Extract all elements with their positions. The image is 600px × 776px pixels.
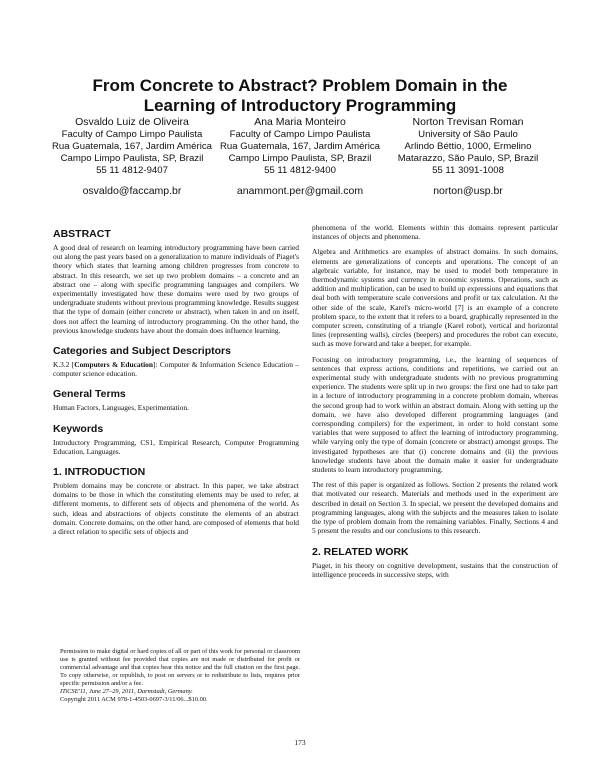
categories-heading: Categories and Subject Descriptors — [53, 345, 231, 358]
right-column — [312, 223, 558, 585]
categories-prefix: K.3.2 [ — [53, 360, 75, 370]
body-paragraph: phenomena of the world. Elements within this domains represent particular instances of objects and phenomena. — [312, 223, 558, 242]
author-email: anammont.per@gmail.com — [236, 185, 364, 197]
related-work-paragraph: Piaget, in his theory on cognitive development, sustains that the construction of intelligence proceeds in successive steps, with — [312, 560, 558, 579]
introduction-heading: 1. INTRODUCTION — [53, 466, 146, 479]
paper-title: From Concrete to Abstract? Problem Domain in the Learning of Introductory Programming — [92, 76, 508, 115]
author-phone: 55 11 3091-1008 — [432, 165, 504, 176]
author-address: Campo Limpo Paulista, SP, Brazil — [228, 153, 372, 164]
categories-bold: Computers & Education — [74, 360, 153, 370]
introduction-paragraph: Problem domains may be concrete or abstract. In this paper, we take abstract domains to be those in which the constituting elements may be used to refer, at different moments, to different sets of objects and phenomena of the world. As such, ideas and abstractions of objects constitute the elements of an abstract domain. Concrete domains, on the other hand, are composed of elements that hold a direct relation to specific sets of objects and — [53, 481, 299, 537]
author-affiliation: Faculty of Campo Limpo Paulista — [229, 129, 371, 140]
author-address: Campo Limpo Paulista, SP, Brazil — [60, 153, 204, 164]
author-address: Rua Guatemala, 167, Jardim América — [52, 141, 212, 152]
permission-notice — [60, 648, 300, 704]
author-email: norton@usp.br — [433, 185, 503, 197]
keywords-heading: Keywords — [53, 422, 104, 435]
author-name: Osvaldo Luiz de Oliveira — [75, 116, 189, 128]
author-address: Rua Guatemala, 167, Jardim América — [220, 141, 380, 152]
author-name: Norton Trevisan Roman — [412, 116, 524, 128]
permission-text: Permission to make digital or hard copies of all or part of this work for personal or classroom use is granted without fee provided that copies are not made or distributed for profit or commercial advantage and that copies bear this notice and the full citation on the first page. To copy otherwise, or republish, to post on servers or to redistribute to lists, requires prior specific permission and/or a fee. — [60, 648, 300, 687]
permission-venue — [60, 688, 300, 696]
author-address: Matarazzo, São Paulo, SP, Brazil — [397, 153, 539, 164]
body-paragraph: Algebra and Arithmetics are examples of abstract domains. In such domains, elements are generalizations of concepts and operations. The concept of an algebraic variable, for instance, may be used to model both temperature in thermodynamic systems and currency in economic systems. Operations, such as addition and multiplication, can be used to build up expressions and equations that deal both with temperature scale conversions and profit or tax calculation. At the other side of the scale, Karel's micro-world [7] is an example of a concrete problem space, to the extent that it refers to a board, graphically represented in the computer screen, constituting of a triangle (Karel robot), vertical and horizontal lines (representing walls), circles (beepers) and procedures the robot can execute, such as move forward and take a beeper, for example. — [312, 247, 558, 349]
author-block — [215, 116, 385, 197]
left-column — [53, 228, 299, 542]
author-phone: 55 11 4812-9400 — [264, 165, 336, 176]
categories-text — [53, 360, 299, 378]
permission-copyright: Copyright 2011 ACM 978-1-4503-0697-3/11/06...$10.00. — [60, 696, 208, 703]
related-work-heading: 2. RELATED WORK — [312, 545, 409, 558]
body-paragraph: The rest of this paper is organized as follows. Section 2 presents the related work that motivated our research. Materials and methods used in the experiment are described in detail on Section 3. In special, we present the developed domains and programming languages, along with the subjects and the measures taken to isolate the type of problem domain from the remaining variables. Finally, Sections 4 and 5 present the results and our conclusions to this research. — [312, 480, 558, 536]
author-email: osvaldo@faccamp.br — [82, 185, 182, 197]
abstract-text: A good deal of research on learning introductory programming have been carried out along the past years based on a generalization to mature individuals of Piaget's theory which states that learning among children progresses from concrete to abstract. In this research, we set up two problem domains – a concrete and an abstract one – along with specific programming languages and compilers. We experimentally investigated how these domains were used by two groups of undergraduate students without previous programming knowledge. Results suggest that the type of domain (either concrete or abstract), when taken in and on itself, does not affect the learning of introductory programming. On the other hand, the previous knowledge students have about the domain does influence learning. — [53, 243, 299, 335]
body-paragraph: Focusing on introductory programming, i.e., the learning of sequences of sentences that express actions, conditions and repetitions, we carried out an experimental study with undergraduate students with no previous programming experience. The students were split up in two groups: the first one had to take part in a lecture of introductory programming in a concrete problem domain, whereas the second group had to work within an abstract domain. Along with setting up the domain, we have also developed different programming languages (and corresponding compilers) for the experiment, in order to hold constant some variables that were supposed to affect the learning of introductory programming, while varying only the type of domain (concrete or abstract) amongst groups. The investigated hypotheses are that (i) concrete domains and (ii) the previous knowledge students have about the domain make it easier for undergraduate students to learn introductory programming. — [312, 354, 558, 475]
author-phone: 55 11 4812-9407 — [96, 165, 168, 176]
author-affiliation: University of São Paulo — [418, 129, 518, 140]
venue-text: ITiCSE'11, June 27–29, 2011, Darmstadt, Germany. — [60, 688, 193, 695]
general-terms-heading: General Terms — [53, 388, 126, 401]
author-block — [383, 116, 553, 197]
categories-suffix: ]: Computer & Information Science Education – computer science education. — [53, 360, 299, 379]
author-block — [47, 116, 217, 197]
author-affiliation: Faculty of Campo Limpo Paulista — [61, 129, 203, 140]
keywords-text: Introductory Programming, CS1, Empirical Research, Computer Programming Education, Languages. — [53, 437, 299, 456]
author-name: Ana Maria Monteiro — [254, 116, 346, 128]
page-number: 173 — [294, 738, 306, 747]
author-address: Arlindo Béttio, 1000, Ermelino — [404, 141, 532, 152]
abstract-heading: ABSTRACT — [53, 228, 111, 240]
general-terms-text: Human Factors, Languages, Experimentation. — [53, 403, 189, 413]
